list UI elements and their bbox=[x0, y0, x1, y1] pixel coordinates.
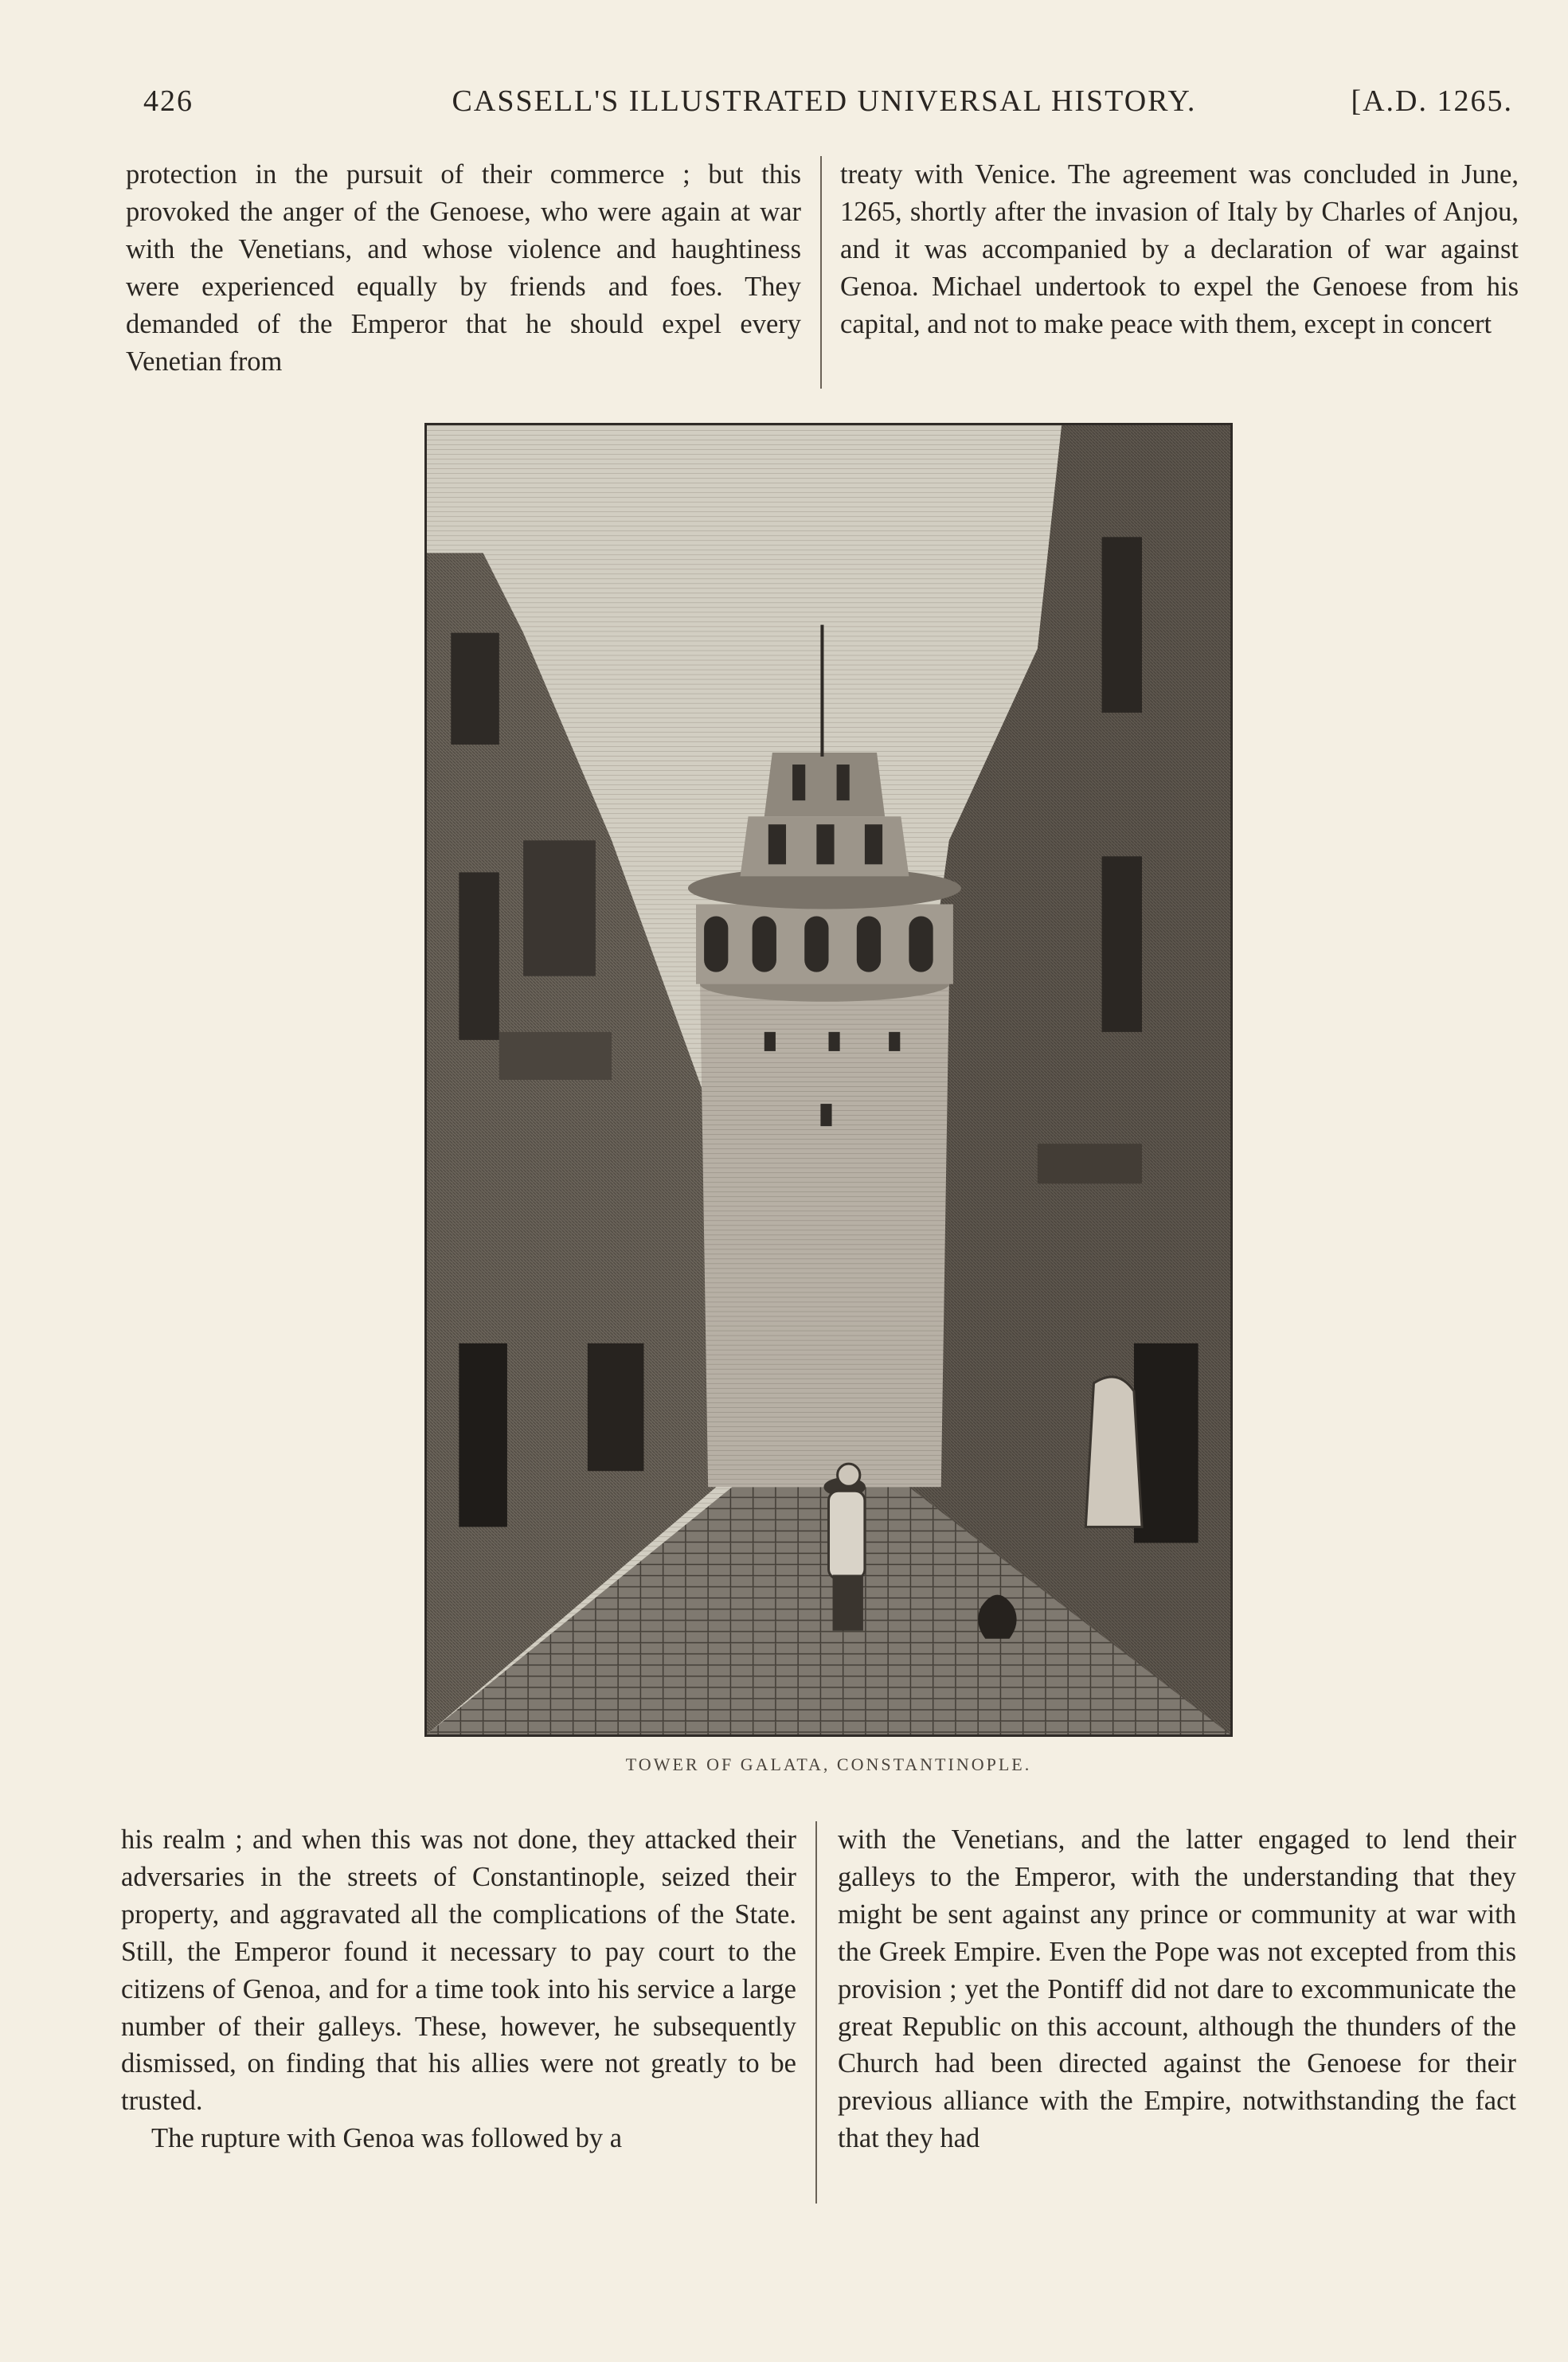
text-column-top-right bbox=[840, 156, 1519, 343]
paragraph: protection in the pursuit of their commerce ; but this provoked the anger of the Genoese, who were again at war with the Venetians, and whose violence and haughtiness were experienced equally by friends and foes. They demanded of the Emperor that he should expel every Venetian from bbox=[126, 159, 801, 377]
column-divider-bottom bbox=[815, 1821, 817, 2204]
engraving-illustration bbox=[424, 423, 1233, 1737]
paragraph: his realm ; and when this was not done, they attacked their adversaries in the streets of Constantinople, seized their property, and aggravated all the complications of the State. Still, the Emperor found it necessary to pay court to the citizens of Genoa, and for a time took into his service a large number of their galleys. These, however, he subsequently dismissed, on finding that his allies were not greatly to be trusted. bbox=[121, 1824, 796, 2117]
running-title: CASSELL'S ILLUSTRATED UNIVERSAL HISTORY. bbox=[452, 84, 1197, 118]
figure-caption: TOWER OF GALATA, CONSTANTINOPLE. bbox=[625, 1754, 1032, 1774]
text-column-bottom-left bbox=[121, 1821, 796, 2157]
page-header bbox=[135, 84, 1513, 123]
paragraph: The rupture with Genoa was followed by a bbox=[151, 2123, 623, 2154]
text-column-bottom-right bbox=[838, 1821, 1516, 2157]
tower-engraving bbox=[427, 425, 1230, 1734]
paragraph: treaty with Venice. The agreement was concluded in June, 1265, shortly after the invasion of Italy by Charles of Anjou, and it was accompanied by a declaration of war against Genoa. Michael undertook to expel the Genoese from his capital, and not to make peace with them, except in concert bbox=[840, 159, 1519, 339]
page-number: 426 bbox=[143, 84, 194, 118]
paragraph: with the Venetians, and the latter engaged to lend their galleys to the Emperor, with the understanding that they might be sent against any prince or community at war with the Greek Empire. Even the Pope was not excepted from this provision ; yet the Pontiff did not dare to excommunicate the great Republic on this account, although the thunders of the Church had been directed against the Genoese for their previous alliance with the Empire, notwithstanding the fact that they had bbox=[838, 1824, 1516, 2154]
text-column-top-left bbox=[126, 156, 801, 380]
date-mark: [A.D. 1265. bbox=[1351, 84, 1513, 118]
column-divider-top bbox=[820, 156, 822, 389]
